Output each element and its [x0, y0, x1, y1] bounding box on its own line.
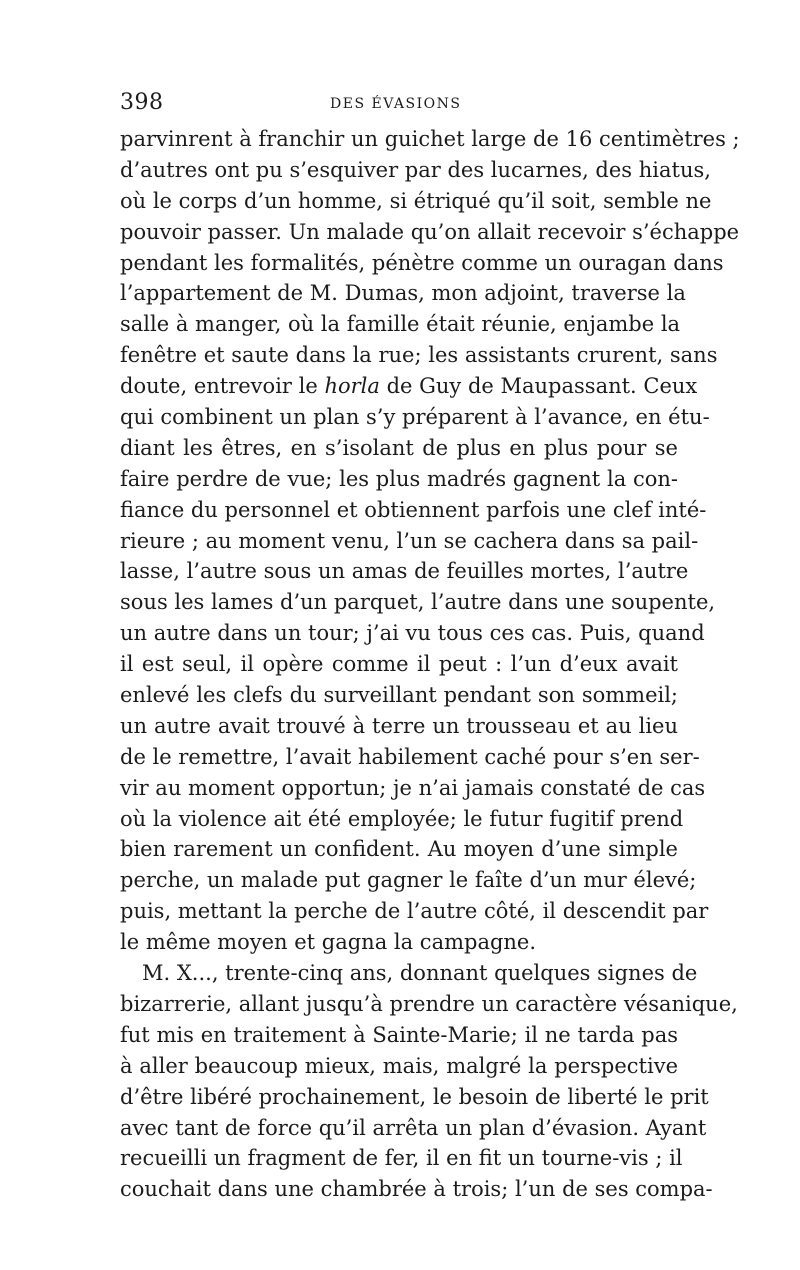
- text-line: un autre avait trouvé à terre un trousseau et au lieu: [120, 713, 678, 738]
- body-text: [120, 124, 740, 1205]
- running-title: DES ÉVASIONS: [330, 96, 462, 112]
- text-line: bizarrerie, allant jusqu’à prendre un caractère vésanique,: [120, 991, 738, 1016]
- text-line: sous les lames d’un parquet, l’autre dans une soupente,: [120, 590, 716, 615]
- text-line: faire perdre de vue; les plus madrés gagnent la con-: [120, 466, 678, 491]
- text-line: [120, 371, 698, 402]
- text-line: fiance du personnel et obtiennent parfois une clef inté-: [120, 497, 707, 522]
- text-line: rieure ; au moment venu, l’un se cachera dans sa pail-: [120, 528, 699, 553]
- text-line: de le remettre, l’avait habilement caché pour s’en ser-: [120, 744, 700, 769]
- text-line: salle à manger, où la famille était réunie, enjambe la: [120, 312, 681, 337]
- text-line: il est seul, il opère comme il peut : l’un d’eux avait: [120, 652, 678, 677]
- text-line: pouvoir passer. Un malade qu’on allait recevoir s’échappe: [120, 219, 740, 244]
- text-line: d’autres ont pu s’esquiver par des lucarnes, des hiatus,: [120, 157, 711, 182]
- text-line: fenêtre et saute dans la rue; les assistants crurent, sans: [120, 343, 718, 368]
- page-number: 398: [120, 90, 164, 115]
- text-line: où la violence ait été employée; le futur fugitif prend: [120, 806, 684, 831]
- text-line: enlevé les clefs du surveillant pendant son sommeil;: [120, 683, 678, 708]
- text-line: diant les êtres, en s’isolant de plus en plus pour se: [120, 435, 678, 460]
- text-line: perche, un malade put gagner le faîte d’un mur élevé;: [120, 868, 697, 893]
- running-head: [120, 88, 680, 118]
- text-line: avec tant de force qu’il arrêta un plan d’évasion. Ayant: [120, 1115, 707, 1140]
- text-line: lasse, l’autre sous un amas de feuilles mortes, l’autre: [120, 559, 689, 584]
- text-line: où le corps d’un homme, si étriqué qu’il soit, semble ne: [120, 188, 712, 213]
- paragraph-start-line: M. X..., trente-cinq ans, donnant quelques signes de: [142, 961, 698, 986]
- paragraph-end-line: le même moyen et gagna la campagne.: [120, 930, 537, 955]
- text-line: un autre dans un tour; j’ai vu tous ces cas. Puis, quand: [120, 621, 705, 646]
- text-line: d’être libéré prochainement, le besoin de liberté le prit: [120, 1084, 709, 1109]
- italic-term: horla: [324, 374, 380, 399]
- text-line: bien rarement un confident. Au moyen d’une simple: [120, 837, 678, 862]
- text-line: pendant les formalités, pénètre comme un ouragan dans: [120, 250, 724, 275]
- text-line: vir au moment opportun; je n’ai jamais constaté de cas: [120, 775, 706, 800]
- text-line: fut mis en traitement à Sainte-Marie; il ne tarda pas: [120, 1022, 678, 1047]
- text-line: puis, mettant la perche de l’autre côté, il descendit par: [120, 899, 709, 924]
- text-segment: de Guy de Maupassant. Ceux: [379, 374, 698, 399]
- text-line: parvinrent à franchir un guichet large de 16 centimètres ;: [120, 127, 740, 151]
- text-line: couchait dans une chambrée à trois; l’un de ses compa-: [120, 1177, 713, 1202]
- text-line: recueilli un fragment de fer, il en fit un tourne-vis ; il: [120, 1146, 683, 1171]
- text-line: qui combinent un plan s’y préparent à l’avance, en étu-: [120, 405, 710, 430]
- text-line: à aller beaucoup mieux, mais, malgré la perspective: [120, 1053, 678, 1078]
- text-line: l’appartement de M. Dumas, mon adjoint, traverse la: [120, 281, 686, 306]
- text-segment: doute, entrevoir le: [120, 374, 325, 399]
